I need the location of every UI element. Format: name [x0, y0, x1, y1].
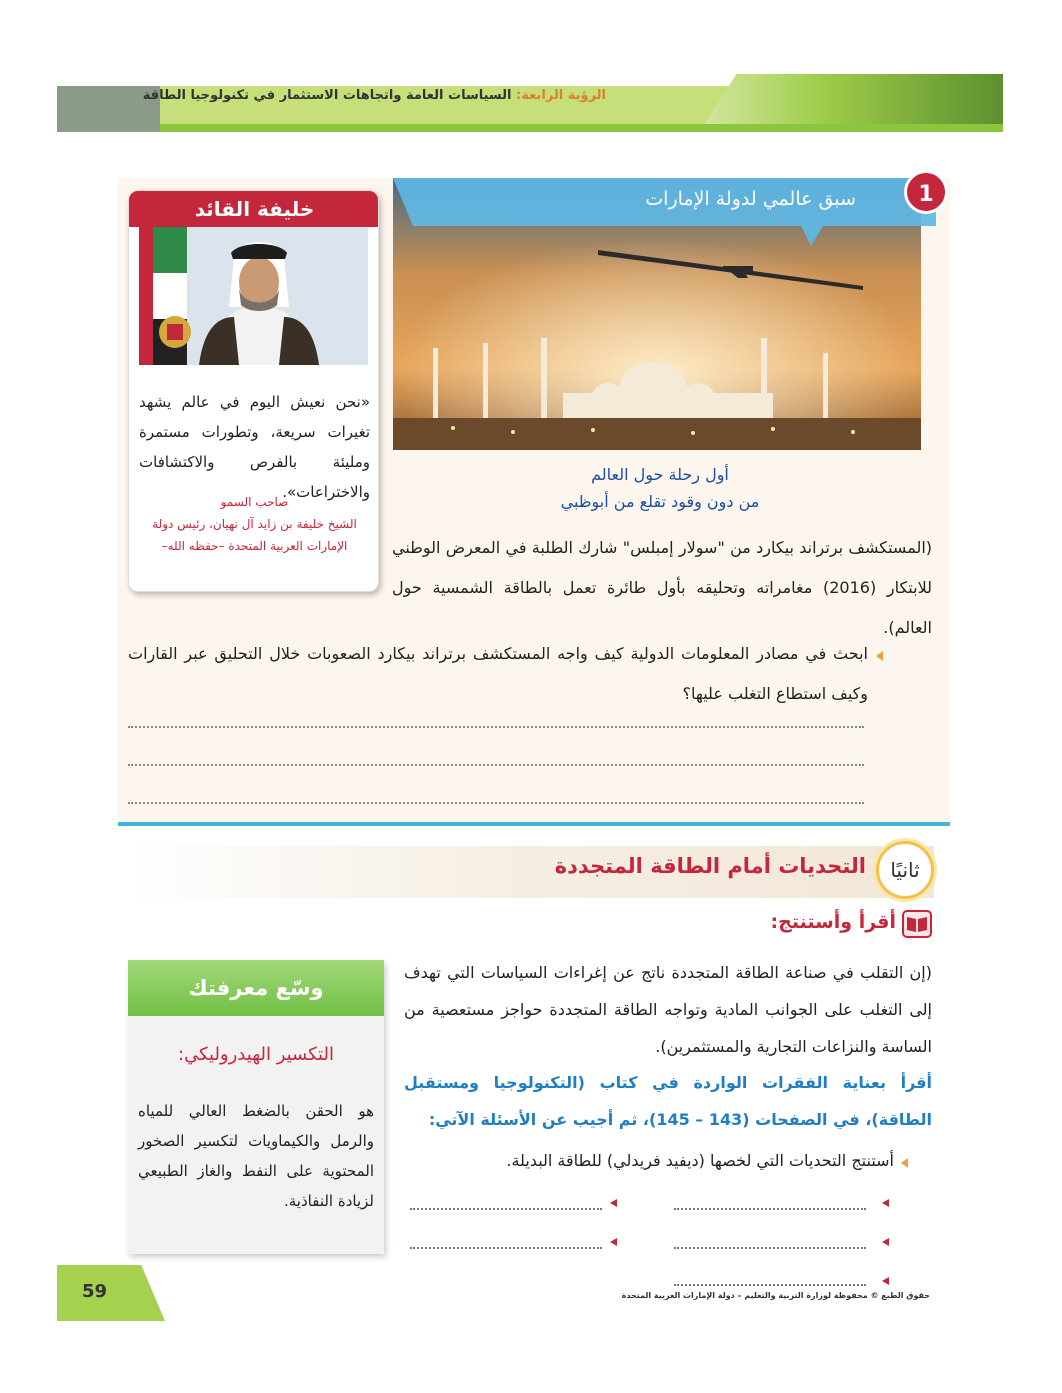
unit-title	[143, 88, 606, 103]
solar-impulse-paragraph: (المستكشف برتراند بيكارد من "سولار إمبلس" شارك الطلبة في المعرض الوطني للابتكار (2016) مغامراته وتحليقه بأول طائرة تعمل بالطاقة الشمسية حول العالم).	[392, 538, 933, 637]
leader-quote-text: «نحن نعيش اليوم في عالم يشهد تغيرات سريعة، وتطورات مستمرة ومليئة بالفرص والاكتشافات والاختراعات».	[139, 393, 370, 501]
arrow-bullet-icon	[610, 1199, 617, 1207]
header-underline	[160, 124, 1003, 132]
image-caption-line-2: من دون وقود تقلع من أبوظبي	[560, 492, 760, 511]
expand-knowledge-header: وسّع معرفتك	[128, 960, 384, 1016]
arrow-bullet-icon	[882, 1199, 889, 1207]
leader-portrait	[139, 227, 368, 365]
section-2-badge: ثانيًا	[876, 841, 934, 899]
section-divider	[118, 822, 950, 826]
bullet-icon	[901, 1158, 908, 1168]
quote-card-header: خليفة القائد	[129, 191, 379, 227]
answer-slot[interactable]	[410, 1208, 602, 1210]
emblem-icon	[159, 316, 191, 348]
page-number-tab	[57, 1265, 165, 1321]
research-question: ابحث في مصادر المعلومات الدولية كيف واجه المستكشف برتراند بيكارد الصعوبات خلال التحليق عبر القارات وكيف استطاع التغلب عليها؟	[128, 644, 868, 703]
answer-line[interactable]	[128, 764, 864, 766]
bullet-icon	[876, 651, 883, 661]
renewable-energy-paragraph: (إن التقلب في صناعة الطاقة المتجددة ناتج عن إغراءات السياسات التي تهدف إلى التغلب على الجوانب المادية وتواجه الطاقة المتجددة حواجز مستعصية من الساسة والنزاعات التجارية والمستثمرين).	[404, 963, 932, 1056]
answer-line[interactable]	[128, 726, 864, 728]
unit-title-text: السياسات العامة واتجاهات الاستثمار في تكنولوجيا الطاقة	[142, 88, 517, 103]
section-2-title: التحديات أمام الطاقة المتجددة	[554, 854, 866, 878]
copyright-notice: حقوق الطبع © محفوظة لوزارة التربية والتعليم – دولة الإمارات العربية المتحدة	[621, 1291, 930, 1300]
arrow-bullet-icon	[610, 1238, 617, 1246]
quote-author	[135, 491, 374, 557]
hydraulic-fracturing-term: التكسير الهيدروليكي:	[178, 1044, 334, 1065]
hydraulic-fracturing-definition: هو الحقن بالضغط العالي للمياه والرمل والكيماويات لتكسير الصخور المحتوية على النفط والغاز الطبيعي لزيادة النفاذية.	[138, 1102, 374, 1210]
page-number: 59	[82, 1281, 108, 1302]
read-and-infer-title: أقرأ وأستنتج:	[770, 911, 896, 933]
unit-title-highlight: الرؤية الرابعة:	[516, 88, 606, 103]
infer-question: أستنتج التحديات التي لخصها (ديفيد فريدلي) للطاقة البديلة.	[506, 1151, 894, 1170]
arrow-bullet-icon	[882, 1238, 889, 1246]
section-1-title: سبق عالمي لدولة الإمارات	[645, 188, 856, 210]
reading-instruction: أقرأ بعناية الفقرات الواردة في كتاب (التكنولوجيا ومستقبل الطاقة)، في الصفحات (143 – 145)، ثم أجيب عن الأسئلة الآتي:	[404, 1073, 932, 1129]
section-number-badge: 1	[904, 170, 948, 214]
image-caption-line-1: أول رحلة حول العالم	[591, 465, 729, 484]
answer-slot[interactable]	[674, 1208, 866, 1210]
quote-author-name: الشيخ خليفة بن زايد آل نهيان، رئيس دولة الإمارات العربية المتحدة –حفظه الله–	[152, 517, 357, 553]
answer-line[interactable]	[128, 802, 864, 804]
answer-slot[interactable]	[674, 1247, 866, 1249]
leader-quote-card	[128, 190, 379, 592]
expand-knowledge-box	[128, 960, 384, 1254]
arrow-bullet-icon	[882, 1277, 889, 1285]
answer-slot[interactable]	[674, 1284, 866, 1286]
open-book-icon	[902, 910, 932, 938]
answer-slot[interactable]	[410, 1247, 602, 1249]
quote-author-title: صاحب السمو	[220, 495, 289, 509]
